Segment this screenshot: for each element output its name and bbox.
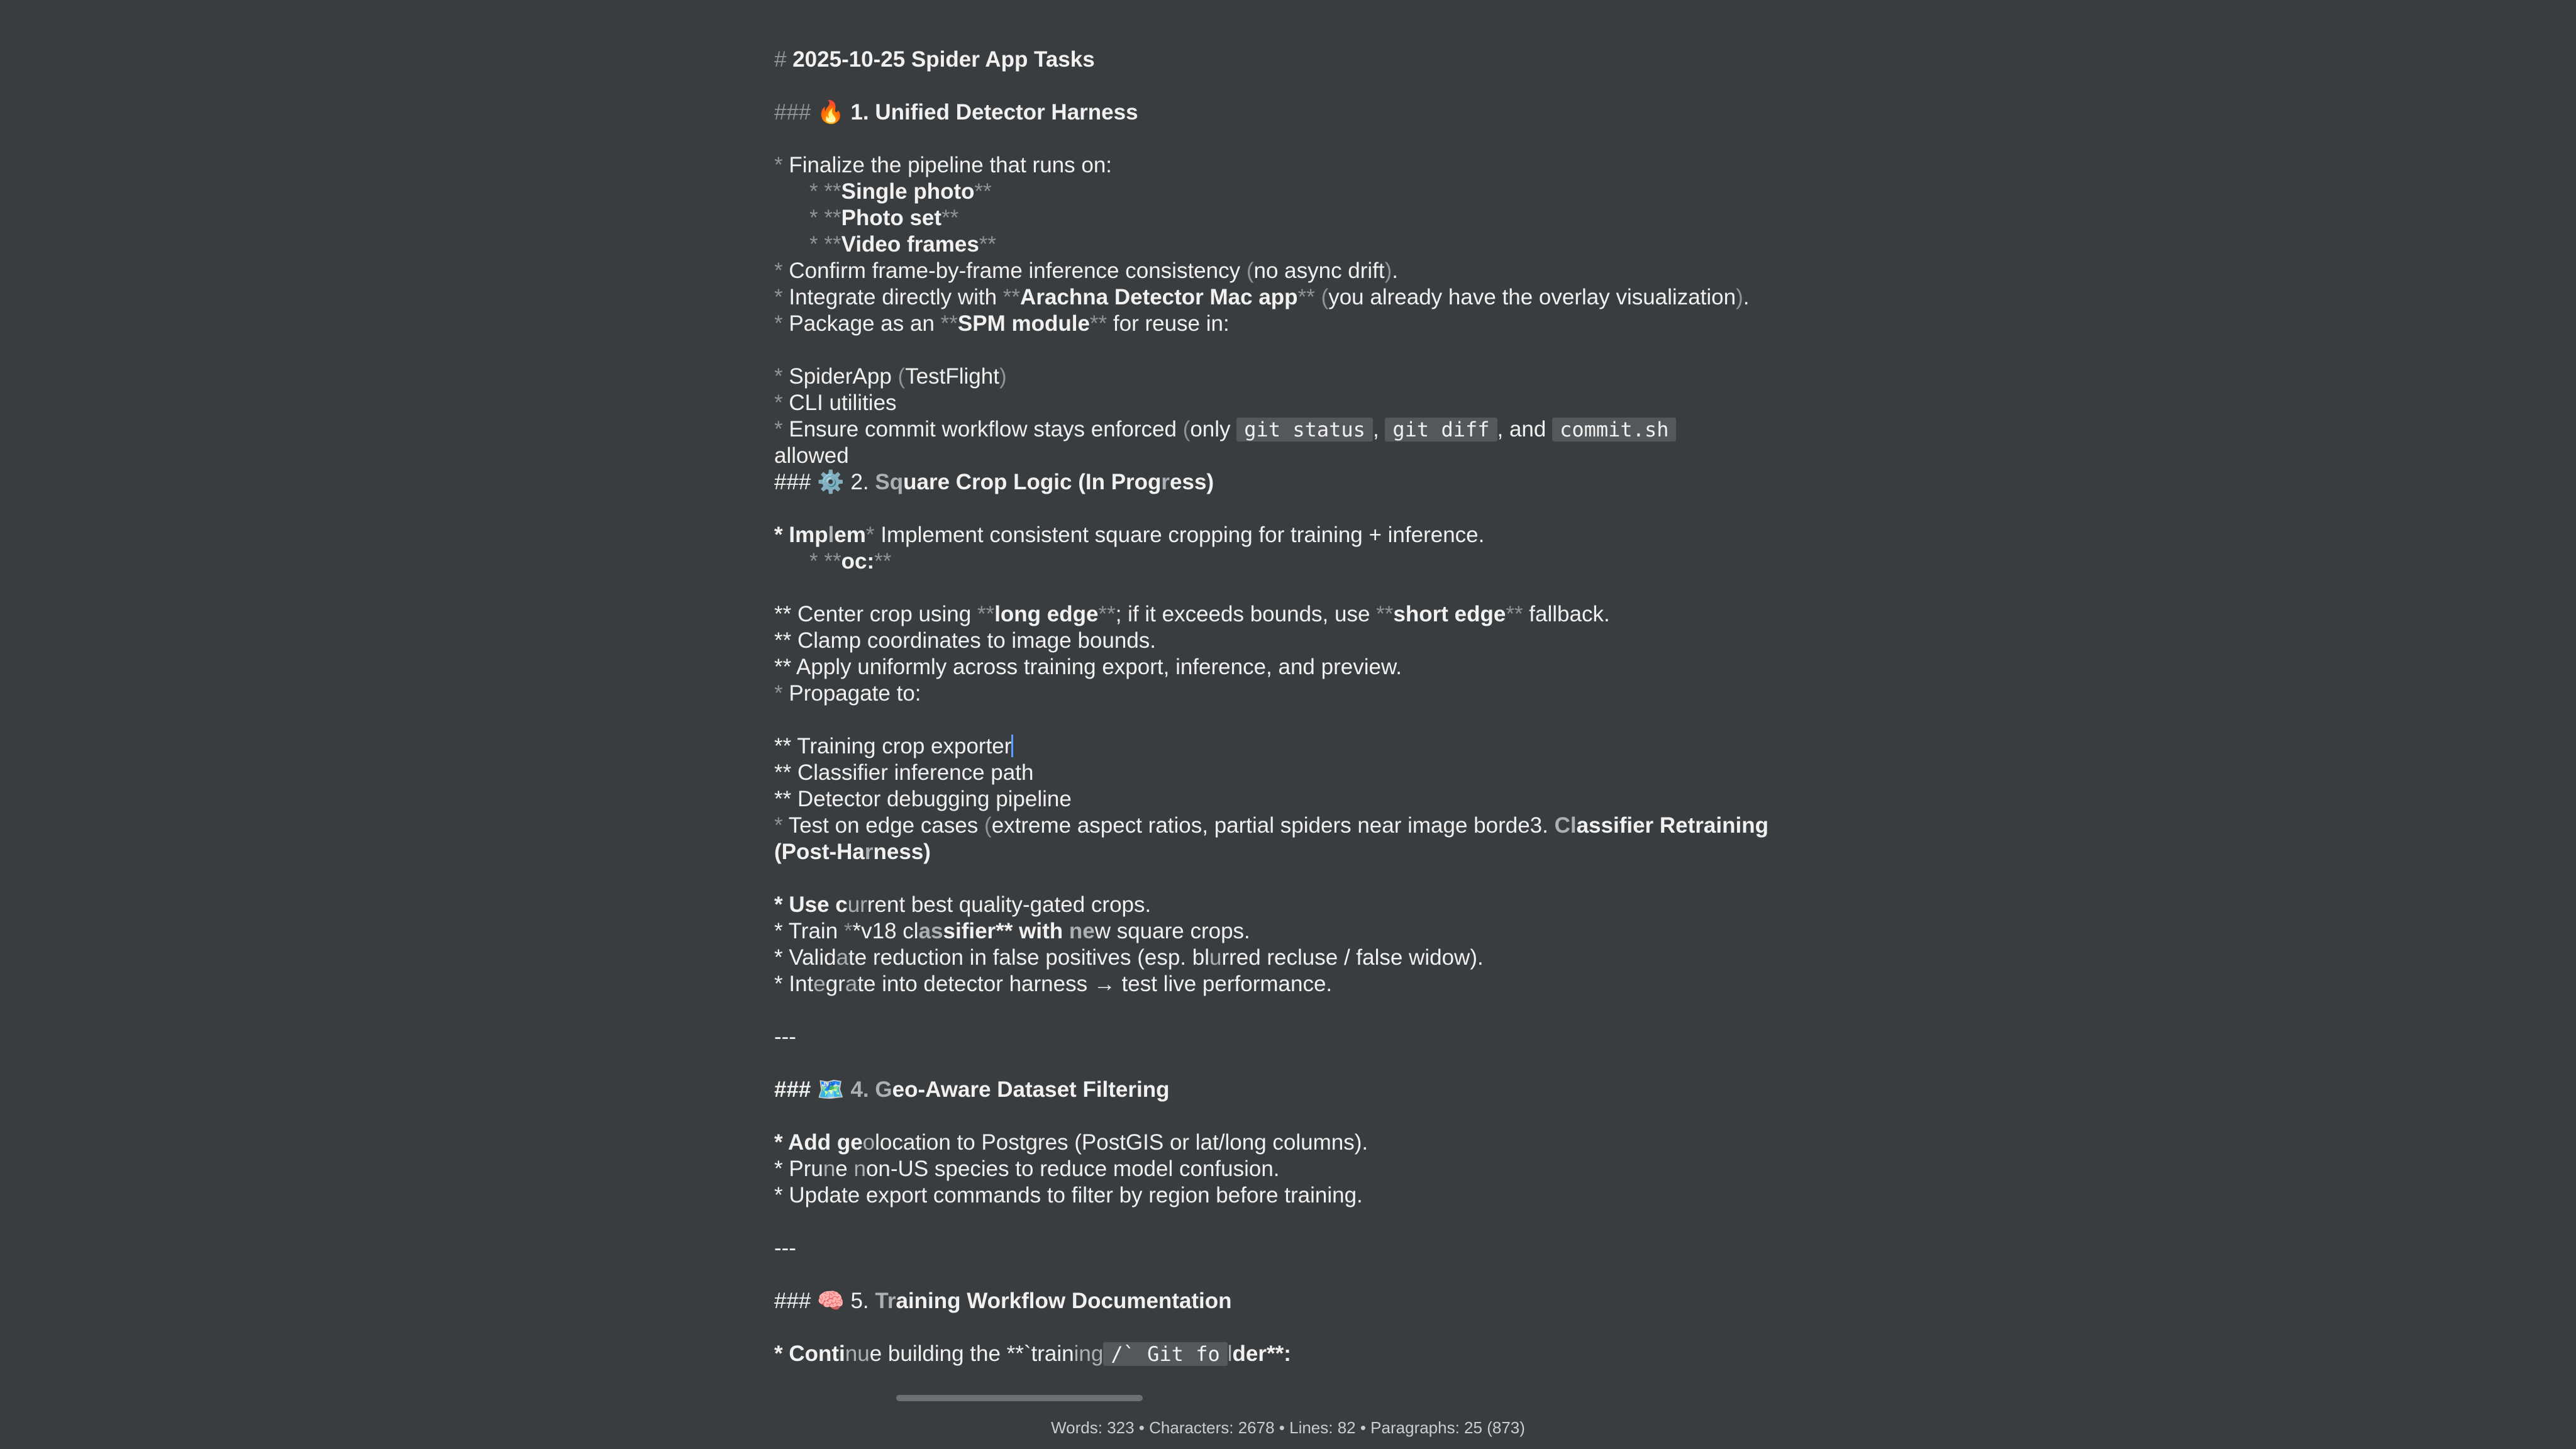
heading-fragment: Cl [1554,813,1577,838]
text-fragment: sifier** with [943,919,1069,943]
inline-code: commit.sh [1552,418,1676,441]
list-item[interactable] [774,654,1806,680]
section3-heading-continuation[interactable] [774,839,1806,865]
inline-code: git diff [1385,418,1497,441]
bold-text: long edge [994,602,1099,626]
section5-heading[interactable] [774,1288,1806,1314]
heading-fragment: 4. [850,1077,875,1102]
bullet-marker: * [774,364,783,389]
list-item-text: Single photo [841,179,975,204]
heading-fragment: 5. [850,1289,875,1313]
bold-marker: ** [824,179,841,204]
text-fragment: fallback. [1523,602,1610,626]
bold-marker: ** [941,206,959,230]
text-fragment: r [860,892,867,917]
list-item[interactable] [774,628,1806,654]
h1-marker: # [774,47,787,72]
doc-title-line[interactable] [774,47,1806,73]
list-item-text: Confirm frame-by-frame inference consistency [789,258,1246,283]
list-item-text: ** Detector debugging pipeline [774,787,1072,811]
text-fragment: a [845,972,858,996]
heading-fragment: ess) [1170,470,1214,494]
bold-marker: ** [1098,602,1116,626]
text-fragment: *v18 cl [852,919,919,943]
paren-text: no async drift [1253,258,1385,283]
text-fragment: e [835,1157,854,1181]
map-icon: 🗺️ [817,1077,845,1102]
bold-marker: ** [1376,602,1394,626]
paren: ) [1736,285,1743,309]
bold-text: Arachna Detector Mac app [1020,285,1298,309]
bold-text: short edge [1393,602,1506,626]
bold-marker: ** [1506,602,1523,626]
bullet-marker: * [774,417,783,441]
list-item[interactable] [774,522,1806,548]
list-item[interactable] [774,760,1806,786]
h3-marker: ### [774,1289,811,1313]
heading-fragment: 3. [1530,813,1555,838]
text-fragment: * Use c [774,892,848,917]
list-item[interactable] [774,311,1806,337]
paren: ( [1246,258,1254,283]
list-item[interactable] [774,786,1806,813]
text-fragment: gr [825,972,845,996]
editor-text-area[interactable] [774,47,1806,1399]
text-fragment: der**: [1232,1341,1291,1366]
list-item[interactable] [774,918,1806,945]
text-fragment: l [1227,1341,1233,1366]
text-fragment: u [1209,945,1222,970]
text-fragment: l [828,523,835,547]
heading-fragment: r [1161,470,1170,494]
text-fragment: te into detector harness → test live performance. [857,972,1333,996]
text-fragment: w square crops. [1094,919,1250,943]
text-fragment: u [847,892,860,917]
heading-fragment: aining Workflow Documentation [896,1289,1232,1313]
text-fragment: e building the **`train [869,1341,1074,1366]
list-item-text: ** Training crop exporter [774,734,1012,758]
inline-code: /` Git fo [1103,1342,1227,1366]
list-item[interactable] [774,416,1806,443]
word-count-text: Words: 323 • Characters: 2678 • Lines: 82 • Paragraphs: 25 (873) [1051,1418,1525,1437]
bold-marker: ** [977,602,995,626]
heading-fragment: Sq [875,470,904,494]
bold-text: SPM module [957,311,1090,336]
list-item[interactable] [774,1182,1806,1209]
bullet-marker: * [774,311,783,336]
list-item[interactable] [774,1156,1806,1182]
heading-fragment: r [864,840,874,864]
text-cursor [1011,735,1013,757]
doc-title: 2025-10-25 Spider App Tasks [792,47,1095,72]
bullet-marker: * [809,232,818,257]
list-item[interactable] [774,548,1806,575]
list-item-text: for reuse in: [1107,311,1230,336]
paren: ( [984,813,992,838]
section1-heading[interactable] [774,99,1806,126]
bold-marker: ** [1089,311,1108,336]
list-item-text: Ensure commit workflow stays enforced [789,417,1183,441]
text-fragment: n [823,1157,836,1181]
heading-fragment: assifier Retraining [1576,813,1768,838]
gear-icon: ⚙️ [817,470,845,495]
list-item[interactable] [774,205,1806,231]
h3-marker: ### [774,1077,811,1102]
section4-heading[interactable] [774,1077,1806,1103]
text-fragment: rent best quality-gated crops. [867,892,1152,917]
text-fragment: * Add [774,1130,837,1155]
h3-marker: ### [774,100,811,125]
bold-marker: ** [1297,285,1315,309]
text-fragment: n [845,1341,858,1366]
heading-fragment: uare Crop Logic (In Prog [903,470,1162,494]
list-item-text: SpiderApp [789,364,898,389]
text-fragment: location to Postgres (PostGIS or lat/long columns). [875,1130,1368,1155]
list-item-text: ** Apply uniformly across training export, inference, and preview. [774,655,1402,679]
text-fragment: * Imp [774,523,828,547]
list-item-text: * Update export commands to filter by region before training. [774,1183,1363,1208]
hr-text: --- [774,1024,796,1049]
text-fragment: * [843,919,853,943]
bullet-marker: * [809,206,818,230]
bullet-marker: * [774,153,783,177]
bullet-marker: * [774,813,783,838]
paren: ( [1321,285,1329,309]
text-fragment: * Conti [774,1341,845,1366]
text-fragment: * Train [774,919,844,943]
bold-marker: ** [940,311,958,336]
bold-marker: ** [824,232,841,257]
text-fragment: u [857,1341,870,1366]
horizontal-rule[interactable] [774,1235,1806,1262]
bullet-marker: * [774,681,783,706]
section2-heading[interactable] [774,469,1806,496]
list-item[interactable] [774,1130,1806,1156]
text-fragment: * Pru [774,1157,823,1181]
text-fragment: ** Center crop using [774,602,977,626]
status-bar [0,1415,2576,1440]
paren: ( [1182,417,1191,441]
bullet-marker: * [865,523,875,547]
text-fragment: on-US species to reduce model confusion. [865,1157,1280,1181]
list-item-continuation[interactable] [774,443,1806,469]
text-fragment: e [813,972,826,996]
list-item[interactable] [774,179,1806,205]
brain-icon: 🧠 [817,1289,845,1314]
hr-text: --- [774,1236,796,1260]
list-item[interactable] [774,284,1806,311]
text-fragment: ge [836,1130,863,1155]
paren: ) [1384,258,1392,283]
list-item[interactable] [774,892,1806,918]
list-item-text: Package as an [789,311,941,336]
bullet-marker: * [774,285,783,309]
list-item[interactable] [774,1341,1806,1367]
list-item[interactable] [774,971,1806,997]
bold-marker: ** [824,206,841,230]
text-fragment: as [918,919,943,943]
list-item[interactable] [774,733,1806,760]
text-fragment: t [848,945,855,970]
paren-text: you already have the overlay visualization [1328,285,1736,309]
list-item-text: Propagate to: [789,681,921,706]
list-item-text: ** Clamp coordinates to image bounds. [774,628,1157,653]
paren: ) [999,364,1007,389]
period: . [1743,285,1750,309]
list-item-text: allowed [774,443,849,468]
bullet-marker: * [774,258,783,283]
list-item[interactable] [774,390,1806,416]
list-item-text: CLI utilities [789,391,897,415]
bullet-marker: * [809,549,818,574]
text-fragment: * Valid [774,945,836,970]
separator: , [1372,417,1385,441]
text-fragment: ing [1074,1341,1104,1366]
period: . [1392,258,1399,283]
bold-marker: ** [1002,285,1021,309]
bold-marker: ** [974,179,992,204]
list-item-text: ** Classifier inference path [774,760,1034,785]
bullet-marker: * [809,179,818,204]
bullet-marker: * [774,391,783,415]
list-item[interactable] [774,364,1806,390]
text-fragment: n [853,1157,866,1181]
list-item[interactable] [774,258,1806,284]
text-fragment: ne [1069,919,1095,943]
section-heading-text: 1. Unified Detector Harness [850,100,1138,125]
fire-icon: 🔥 [817,100,845,125]
text-fragment: em [834,523,866,547]
inline-code: git status [1236,418,1373,441]
heading-fragment: (Post-Ha [774,840,865,864]
bold-marker: ** [824,549,841,574]
list-item[interactable] [774,152,1806,179]
text-fragment: e reduction in false positives (esp. bl [854,945,1209,970]
list-item-text: only [1190,417,1237,441]
text-fragment: Implement consistent square cropping for training + inference. [874,523,1485,547]
text-fragment: Test on edge cases [788,813,985,838]
text-fragment: * Int [774,972,814,996]
heading-fragment: eo-Aware Dataset Filtering [892,1077,1170,1102]
list-item[interactable] [774,231,1806,258]
list-item-text: Photo set [841,206,942,230]
heading-fragment: ness) [873,840,931,864]
paren-text: TestFlight [905,364,999,389]
horizontal-scrollbar[interactable] [896,1395,1143,1401]
list-item-text: Finalize the pipeline that runs on: [789,153,1113,177]
list-item[interactable] [774,945,1806,971]
text-fragment: a [836,945,849,970]
text-fragment: o [862,1130,875,1155]
list-item[interactable] [774,813,1806,839]
horizontal-rule[interactable] [774,1024,1806,1050]
list-item[interactable] [774,680,1806,707]
bold-marker: ** [979,232,997,257]
list-item[interactable] [774,601,1806,628]
heading-fragment: Tr [875,1289,896,1313]
text-fragment: ; if it exceeds bounds, use [1115,602,1377,626]
heading-fragment: 2. [850,470,875,494]
bold-text: oc: [841,549,875,574]
paren: ( [897,364,906,389]
h3-marker: ### [774,470,811,494]
heading-fragment: G [875,1077,892,1102]
list-item-text: Video frames [841,232,979,257]
text-fragment: extreme aspect ratios, partial spiders near image borde [991,813,1530,838]
bold-marker: ** [874,549,892,574]
list-item-text: Integrate directly with [789,285,1003,309]
separator: , and [1497,417,1553,441]
text-fragment: rred recluse / false widow). [1221,945,1484,970]
